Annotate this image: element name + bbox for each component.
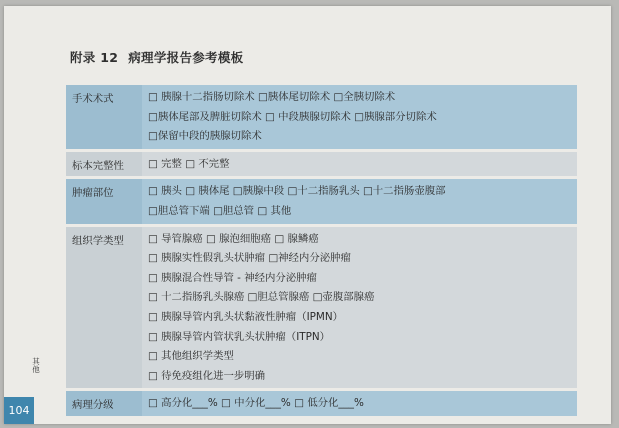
- row-label: 组织学类型: [66, 227, 142, 389]
- option-line: □ 完整 □ 不完整: [148, 157, 230, 170]
- option-line: □ 胰腺导管内管状乳头状肿瘤（ITPN）: [148, 330, 331, 343]
- row-content: [142, 85, 577, 149]
- row-label: 肿瘤部位: [66, 179, 142, 223]
- table-row-grade: [66, 391, 577, 416]
- row-content: [142, 391, 577, 416]
- book-page: [4, 6, 611, 424]
- row-content: [142, 227, 577, 389]
- row-label: 手术术式: [66, 85, 142, 149]
- option-line: □ 胰腺混合性导管 - 神经内分泌肿瘤: [148, 271, 317, 284]
- option-line: □ 待免疫组化进一步明确: [148, 369, 266, 382]
- table-row-histology: [66, 227, 577, 389]
- table-row-tumor-site: [66, 179, 577, 223]
- row-content: [142, 152, 577, 177]
- option-line: □胆总管下端 □胆总管 □ 其他: [148, 204, 292, 217]
- row-label: 标本完整性: [66, 152, 142, 177]
- page-title: [70, 48, 243, 66]
- option-line: □ 胰腺实性假乳头状肿瘤 □神经内分泌肿瘤: [148, 252, 351, 265]
- side-chapter-note: 其他: [32, 357, 40, 374]
- row-label: 病理分级: [66, 391, 142, 416]
- pathology-report-template-table: [66, 85, 577, 416]
- option-line: □保留中段的胰腺切除术: [148, 130, 262, 143]
- row-content: [142, 179, 577, 223]
- option-line: □ 高分化___% □ 中分化___% □ 低分化___%: [148, 397, 364, 410]
- option-line: □ 其他组织学类型: [148, 350, 234, 363]
- option-line: □ 导管腺癌 □ 腺泡细胞癌 □ 腺鳞癌: [148, 232, 319, 245]
- page-number: 104: [4, 397, 34, 424]
- option-line: □ 胰头 □ 胰体尾 □胰腺中段 □十二指肠乳头 □十二指肠壶腹部: [148, 185, 446, 198]
- option-line: □ 胰腺导管内乳头状黏液性肿瘤（IPMN）: [148, 310, 344, 323]
- option-line: □ 胰腺十二指肠切除术 □胰体尾切除术 □全胰切除术: [148, 91, 396, 103]
- appendix-title: 病理学报告参考模板: [128, 50, 244, 65]
- option-line: □ 十二指肠乳头腺癌 □胆总管腺癌 □壶腹部腺癌: [148, 291, 375, 304]
- option-line: □胰体尾部及脾脏切除术 □ 中段胰腺切除术 □胰腺部分切除术: [148, 110, 437, 123]
- appendix-number: 附录 12: [70, 50, 119, 65]
- table-row-specimen-integrity: [66, 152, 577, 177]
- table-row-surgery: [66, 85, 577, 149]
